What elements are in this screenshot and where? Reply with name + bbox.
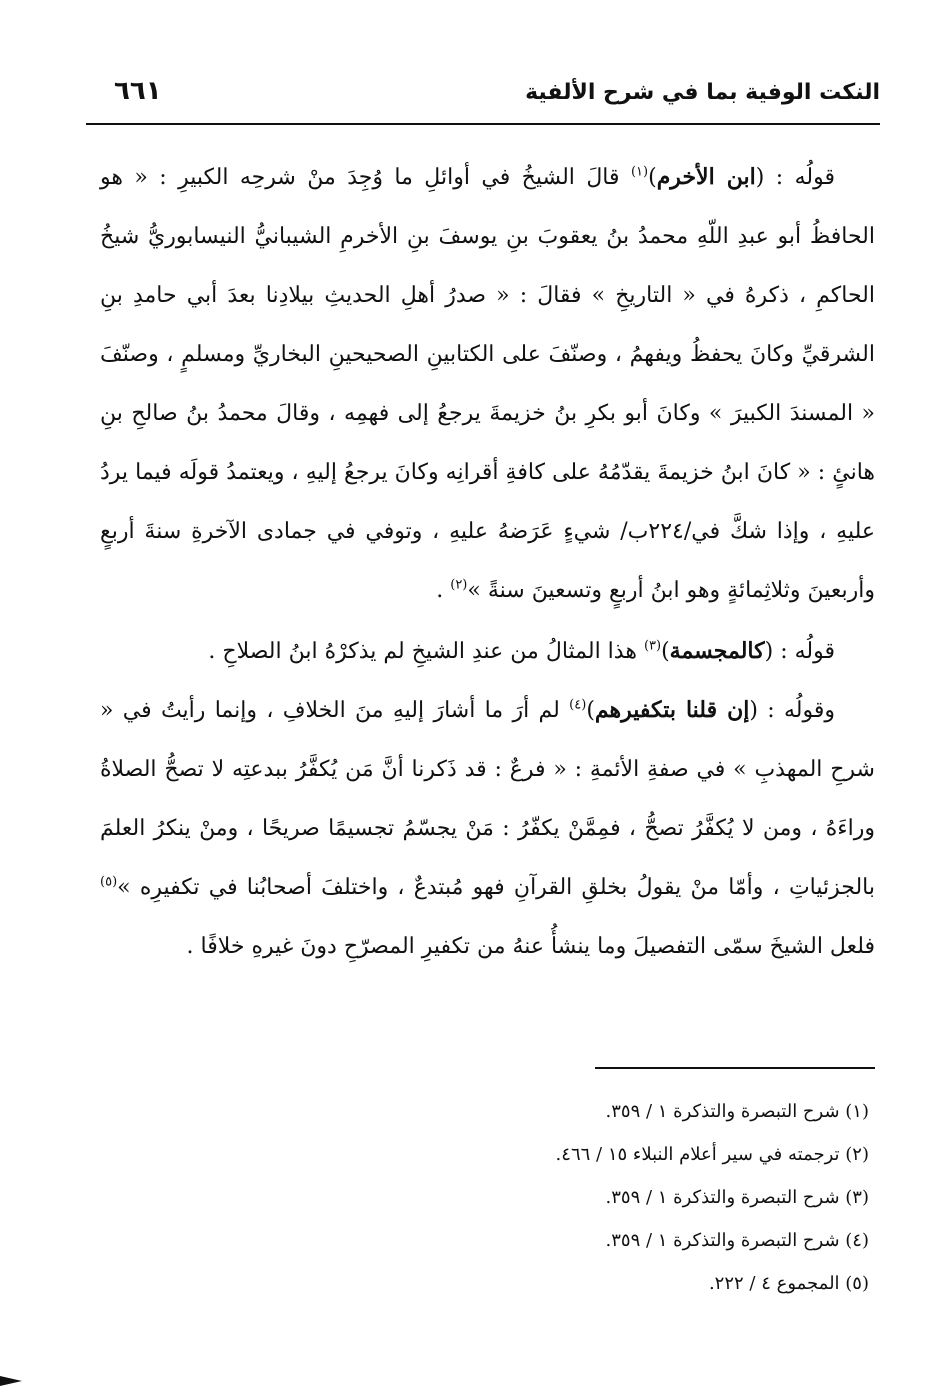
paragraph-text: قالَ الشيخُ في أوائلِ ما وُجِدَ منْ شرحِه الكبيرِ : « هو الحافظُ أبو عبدِ اللّهِ محمدُ بنُ يعقوبَ بنِ يوسفَ بنِ الأخرمِ الشيبانيُّ النيسابوريُّ شيخُ الحاكمِ ، ذكرهُ في « التاريخِ » فقالَ : « صدرُ أهلِ الحديثِ بيلادِنا بعدَ أبي حامدِ بنِ الشرقيِّ وكانَ يحفظُ ويفهمُ ، وصنّفَ على الكتابينِ الصحيحينِ البخاريِّ ومسلمٍ ، وصنّفَ « المسندَ الكبيرَ » وكانَ أبو بكرِ بنُ خزيمةَ يرجعُ إلى فهمِه ، وقالَ محمدُ بنُ صالحِ بنِ هانئٍ : « كانَ ابنُ خزيمةَ يقدّمُهُ على كافةِ أقرانِه وكانَ يرجعُ إليهِ ، ويعتمدُ قولَه فيما يردُ عليهِ ، وإذا شكَّ في/٢٢٤ب/ شيءٍ عَرَضهُ عليهِ ، وتوفي في جمادى الآخرةِ سنةَ أربعٍ وأربعينَ وثلاثِمائةٍ وهو ابنُ أربعٍ وتسعينَ سنةً » — [100, 165, 875, 603]
paragraph-ibn-al-akhram — [100, 148, 875, 620]
footnotes — [169, 1090, 869, 1305]
footnote-ref: (٢) — [450, 577, 468, 593]
running-title: النكت الوفية بما في شرح الألفية — [525, 80, 880, 105]
paragraph-text: لم أرَ ما أشارَ إليهِ منَ الخلافِ ، وإنما رأيتُ في « شرحِ المهذبِ » في صفةِ الأئمةِ : « فرعٌ : قد ذَكرنا أنَّ مَن يُكفَّرُ ببدعتِه لا تصحُّ الصلاةُ وراءَهُ ، ومن لا يُكفَّرُ تصحُّ ، فمِمَّنْ يكفّرُ : مَنْ يجسّمُ تجسيمًا صريحًا ، ومنْ ينكرُ العلمَ بالجزئياتِ ، وأمّا منْ يقولُ بخلقِ القرآنِ فهو مُبتدعٌ ، واختلفَ أصحابُنا في تكفيرِه » — [100, 698, 875, 900]
scan-corner-mark — [0, 1376, 22, 1386]
footnote-separator — [595, 1067, 875, 1069]
paragraph-mujassima — [100, 622, 875, 681]
paragraph-text: هذا المثالُ من عندِ الشيخِ لم يذكرْهُ ابنُ الصلاحِ . — [208, 639, 644, 664]
footnote-item: (٤) شرح التبصرة والتذكرة ١ / ٣٥٩. — [605, 1230, 869, 1251]
footnote-ref: (٣) — [643, 638, 662, 654]
footnote-item: (٣) شرح التبصرة والتذكرة ١ / ٣٥٩. — [605, 1187, 869, 1208]
paragraph-term: ابن الأخرم — [656, 164, 756, 190]
paragraph-end: . — [436, 578, 451, 603]
paragraph-term: كالمجسمة — [669, 638, 765, 664]
paragraph-term: إن قلنا بتكفيرهم — [594, 697, 750, 723]
paragraph-lead: قولُه : ( — [764, 639, 835, 664]
paragraph-takfir — [100, 681, 875, 976]
footnote-ref: (٤) — [569, 697, 587, 713]
footnote-item: (١) شرح التبصرة والتذكرة ١ / ٣٥٩. — [605, 1101, 869, 1122]
paragraph-close: ) — [648, 165, 657, 190]
paragraph-text-continued: فلعل الشيخَ سمّى التفصيلَ وما ينشأُ عنهُ من تكفيرِ المصرّحِ دونَ غيرهِ خلافًا . — [186, 934, 875, 959]
header-rule — [86, 123, 880, 125]
page-header — [86, 62, 880, 118]
footnote-ref: (١) — [630, 164, 649, 180]
paragraph-close: ) — [586, 698, 595, 723]
paragraph-lead: وقولُه : ( — [749, 698, 835, 723]
paragraph-close: ) — [661, 639, 670, 664]
paragraph-lead: قولُه : ( — [755, 165, 835, 190]
footnote-ref: (٥) — [100, 874, 118, 890]
footnote-item: (٢) ترجمته في سير أعلام النبلاء ١٥ / ٤٦٦. — [555, 1144, 869, 1165]
footnote-item: (٥) المجموع ٤ / ٢٢٢. — [708, 1273, 869, 1294]
page-number: ٦٦١ — [114, 76, 162, 106]
main-text — [100, 148, 875, 976]
